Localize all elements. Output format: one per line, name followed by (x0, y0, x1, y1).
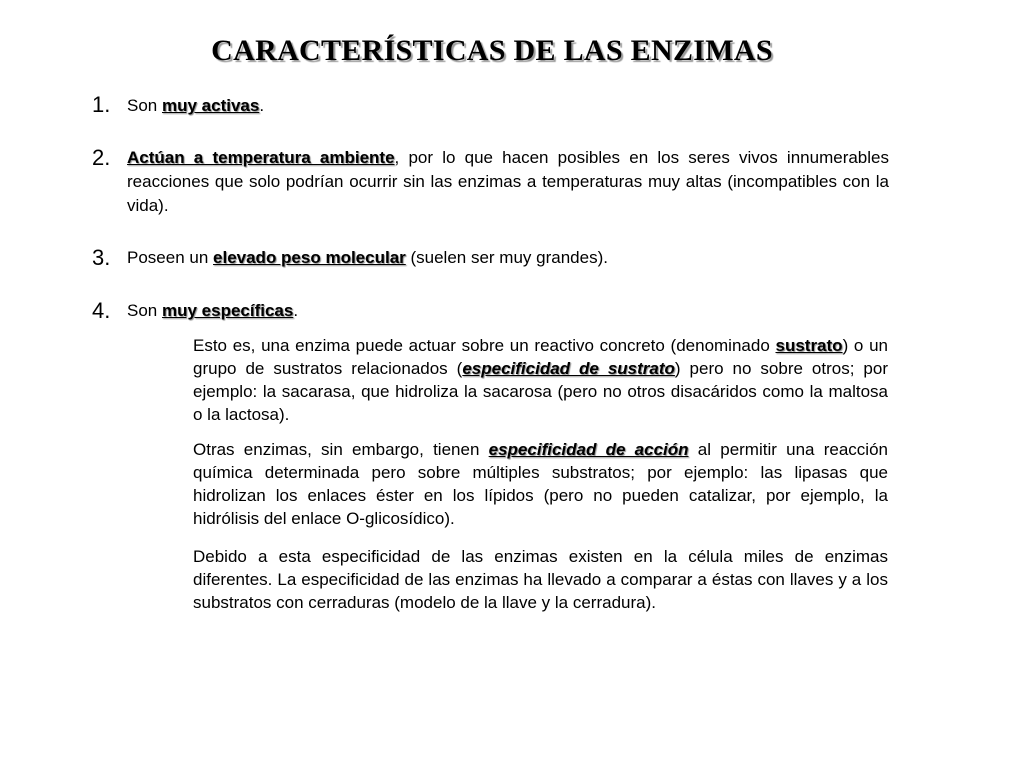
page-title: CARACTERÍSTICAS DE LAS ENZIMAS (211, 34, 773, 67)
p1-text-1: Esto es, una enzima puede actuar sobre un reactivo concreto (denominado (193, 336, 776, 355)
p1-highlight-especificidad-sustrato: especificidad de sustrato (462, 359, 675, 378)
item-1-highlight: muy activas (161, 96, 260, 115)
item-4-pre: Son (127, 301, 162, 320)
item-4-post: . (293, 301, 299, 320)
p2-text-1: Otras enzimas, sin embargo, tienen (193, 440, 489, 459)
item-3-highlight: elevado peso molecular (213, 248, 406, 267)
p1-text-3: ) pero no sobre otros; por ejemplo: la sacarasa, que hidroliza la sacarosa (pero no otros disacáridos como la maltosa o la lactosa). (193, 359, 888, 424)
item-4-highlight: muy específicas (161, 301, 294, 320)
item-number-4: 4. (92, 298, 111, 323)
item-text-2 (127, 146, 889, 218)
p2-highlight-especificidad-accion: especificidad de acción (488, 440, 689, 459)
detail-paragraph-1 (193, 334, 888, 426)
item-2-highlight: Actúan a temperatura ambiente (127, 148, 395, 167)
item-number-1: 1. (92, 92, 111, 117)
p2-text-2: al permitir una reacción química determinada pero sobre múltiples substratos; por ejemplo: las lipasas que hidrolizan los enlaces éster en los lípidos (pero no pueden catalizar, por ejemplo, la hidrólisis del enlace O-glicosídico). (193, 440, 888, 528)
item-3-post: (suelen ser muy grandes). (405, 248, 608, 267)
detail-paragraph-2 (193, 438, 888, 530)
p1-highlight-sustrato: sustrato (775, 336, 843, 355)
item-text-3 (127, 246, 889, 270)
item-3-pre: Poseen un (127, 248, 214, 267)
item-number-3: 3. (92, 245, 111, 270)
item-1-post: . (259, 96, 265, 115)
item-2-post: , por lo que hacen posibles en los seres vivos innumerables reacciones que solo podrían ocurrir sin las enzimas a temperaturas muy altas (incompatibles con la vida). (127, 148, 889, 215)
item-text-4 (127, 299, 889, 323)
detail-paragraph-3: Debido a esta especificidad de las enzimas existen en la célula miles de enzimas diferentes. La especificidad de las enzimas ha llevado a comparar a éstas con llaves y a los substratos con cerraduras (modelo de la llave y la cerradura). (193, 547, 888, 612)
item-1-pre: Son (127, 96, 162, 115)
item-text-1 (127, 94, 889, 118)
p1-text-2: ) o un grupo de sustratos relacionados ( (193, 336, 888, 378)
item-number-2: 2. (92, 145, 111, 170)
